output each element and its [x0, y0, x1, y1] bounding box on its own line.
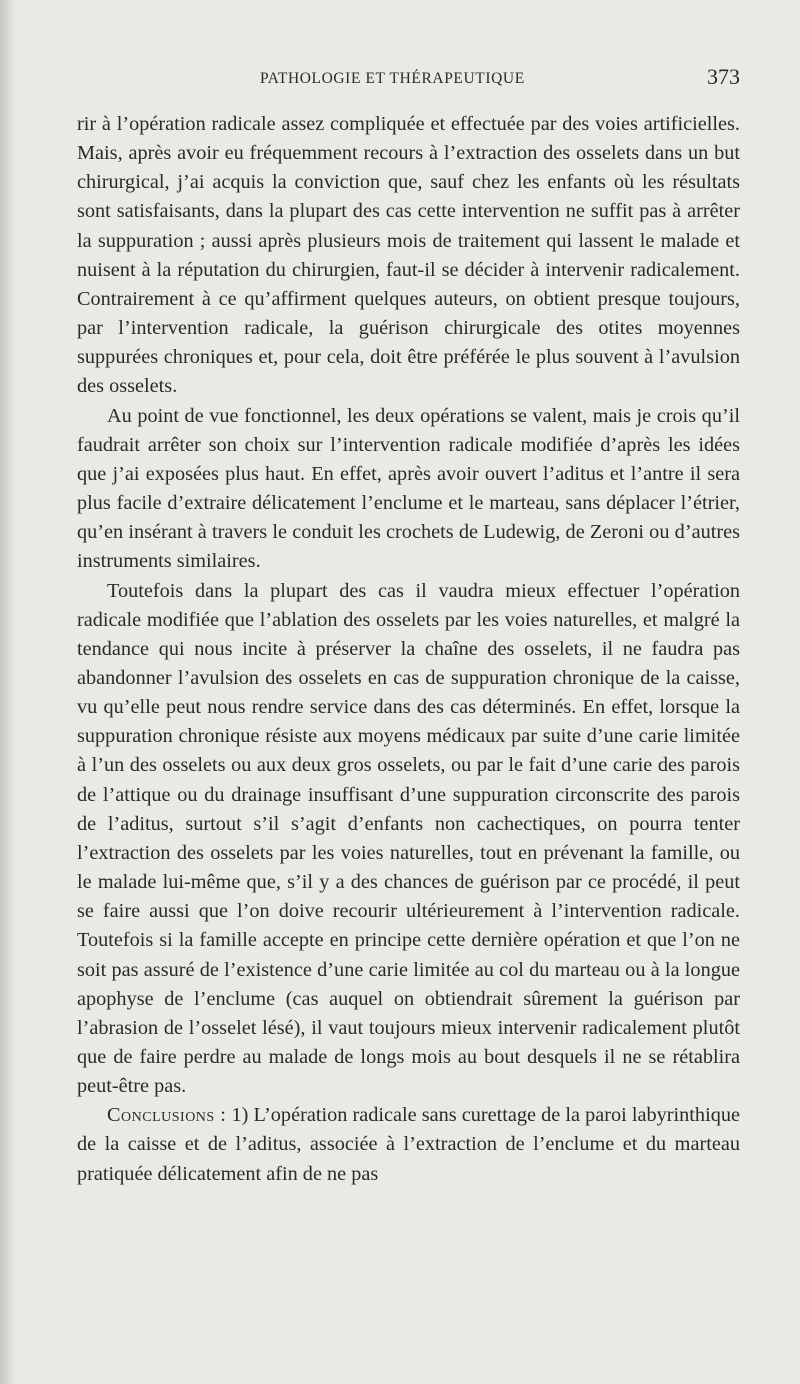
page-number: 373: [707, 64, 740, 89]
paragraph-functional-comparison: Au point de vue fonctionnel, les deux opérations se valent, mais je crois qu’il faudrait arrêter son choix sur l’intervention radicale modifiée d’après les idées que j’ai exposées plus haut. En effet, après avoir ouvert l’aditus et l’antre il sera plus facile d’extraire délicatement l’enclume et le marteau, sans déplacer l’étrier, qu’en insérant à travers le conduit les crochets de Ludewig, de Zeroni ou d’autres instruments similaires.: [77, 404, 740, 573]
running-title: PATHOLOGIE ET THÉRAPEUTIQUE: [260, 70, 525, 87]
conclusions-text: 1) L’opération radicale sans curettage de la paroi labyrinthique de la caisse et de l’aditus, associée à l’extraction de l’enclume et du marteau pratiquée délicatement afin de ne pas: [77, 1104, 740, 1185]
paragraph-recommendation: Toutefois dans la plupart des cas il vaudra mieux effectuer l’opération radicale modifiée que l’ablation des osselets par les voies naturelles, et malgré la tendance qui nous incite à préserver la chaîne des osselets, il ne faudra pas abandonner l’avulsion des osselets en cas de suppuration chronique de la caisse, vu qu’elle peut nous rendre service dans des cas déterminés. En effet, lorsque la suppuration chronique résiste aux moyens médicaux par suite d’une carie limitée à l’un des osselets ou aux deux gros osselets, ou par le fait d’une carie des parois de l’attique ou du drainage insuffisant d’une suppuration circonscrite des parois de l’aditus, surtout s’il s’agit d’enfants non cachectiques, on pourra tenter l’extraction des osselets par les voies naturelles, tout en prévenant la famille, ou le malade lui-même que, s’il y a des chances de guérison par ce procédé, il peut se faire aussi que l’on doive recourir ultérieurement à l’intervention radicale. Toutefois si la famille accepte en principe cette dernière opération et que l’on ne soit pas assuré de l’existence d’une carie limitée au col du marteau ou à la longue apophyse de l’enclume (cas auquel on obtiendrait sûrement la guérison par l’abrasion de l’osselet lésé), il vaut toujours mieux intervenir radicalement plutôt que de faire perdre au malade de longs mois au bout desquels il ne se rétablira peut-être pas.: [77, 579, 740, 1098]
body-text: [77, 110, 740, 1189]
page-edge-shadow: [0, 0, 14, 1384]
running-header: [80, 64, 740, 94]
paragraph-conclusions: [77, 1101, 740, 1188]
conclusions-lead: Conclusions :: [107, 1104, 227, 1127]
paragraph-continuation: rir à l’opération radicale assez compliquée et effectuée par des voies artificielles. Mais, après avoir eu fréquemment recours à l’extraction des osselets dans un but chirurgical, j’ai acquis la conviction que, sauf chez les enfants où les résultats sont satisfaisants, dans la plupart des cas cette intervention ne suffit pas à arrêter la suppuration ; aussi après plusieurs mois de traitement qui lassent le malade et nuisent à la réputation du chirurgien, faut-il se décider à intervenir radicalement. Contrairement à ce qu’affirment quelques auteurs, on obtient presque toujours, par l’intervention radicale, la guérison chirurgicale des otites moyennes suppurées chroniques et, pour cela, doit être préférée le plus souvent à l’avulsion des osselets.: [77, 113, 740, 398]
